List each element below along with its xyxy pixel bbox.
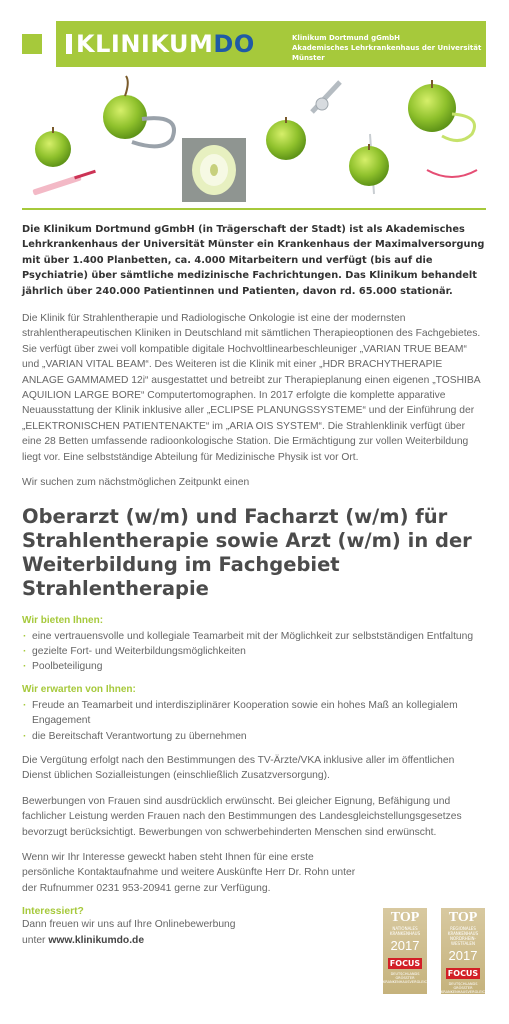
salary-paragraph: Die Vergütung erfolgt nach den Bestimmungen des TV-Ärzte/VKA inklusive aller im öffentlichen Dienst üblichen Sozialleistungen (einschließlich Zusatzversorgung). — [22, 754, 455, 782]
job-title: Oberarzt (w/m) und Facharzt (w/m) für Strahlentherapie sowie Arzt (w/m) in der Weiterbildung im Fachgebiet Strahlentherapie — [22, 504, 472, 600]
main-content — [22, 222, 486, 948]
list-item: · eine vertrauensvolle und kollegiale Teamarbeit mit der Möglichkeit zur selbstständigen Entfaltung — [22, 629, 486, 644]
intro-paragraph: Die Klinik für Strahlentherapie und Radiologische Onkologie ist eine der modernsten strahlentherapeutischen Kliniken in Deutschland mit sämtlichen Therapieoptionen des Fachgebietes. Sie verfügt über zwei voll kompatible digitale Hochvoltlinearbeschleuniger „VARIAN TRUE BEAM“ und „VARIAN VITAL BEAM“. Des Weiteren ist die Klinik mit einer „HDR BRACHYTHERAPIE ANLAGE GAMMAMED 12i“ ausgestattet und betreibt zur Therapieplanung einen eigenen „TOSHIBA AQUILION LARGE BORE“ Computertomographen. In 2017 erfolgte die komplette apparative Neuausstattung der Klinik inklusive aller „ECLIPSE PLANUNGSSYSTEME“ und der Einführung der „ELEKTRONISCHEN PATIENTENAKTE“ im „ARIA OIS SYSTEM“. Die Strahlenklinik verfügt über eine 28 Betten umfassende radioonkologische Station. Die Ermächtigung zur vollen Weiterbildung liegt vor. Eine selbstständige Abteilung für Medizinische Physik ist vor Ort. — [22, 313, 481, 463]
expect-heading: Wir erwarten von Ihnen: — [22, 683, 136, 695]
apple-icon — [35, 127, 71, 167]
apple-stethoscope-icon — [103, 76, 174, 146]
hero-apples-image — [22, 74, 486, 206]
divider — [22, 208, 486, 210]
apply-paragraph: Dann freuen wir uns auf Ihre Onlinebewerbung unter www.klinikumdo.de — [22, 919, 236, 946]
offer-list — [22, 629, 486, 675]
header-bar — [22, 21, 486, 67]
list-item: · Poolbeteiligung — [22, 659, 486, 674]
expect-list — [22, 698, 486, 744]
halved-apple-image — [182, 138, 246, 202]
logo-square — [22, 34, 42, 54]
list-item: · gezielte Fort- und Weiterbildungsmöglichkeiten — [22, 644, 486, 659]
search-line: Wir suchen zum nächstmöglichen Zeitpunkt einen — [22, 477, 250, 489]
clinic-logo: KLINIKUMDO — [66, 30, 255, 58]
award-badges — [383, 908, 493, 994]
header-org-text: Klinikum Dortmund gGmbH Akademisches Lehrkrankenhaus der Universität Münster — [292, 34, 482, 62]
focus-award-badge: TOP NATIONALES KRANKENHAUS 2017 FOCUS DEUTSCHLANDS GRÖSSTER KRANKENHAUSVERGLEICH — [383, 908, 427, 994]
list-item: · die Bereitschaft Verantwortung zu übernehmen — [22, 729, 486, 744]
apple-icon — [266, 117, 306, 160]
website-link[interactable]: www.klinikumdo.de — [48, 934, 145, 946]
equality-paragraph: Bewerbungen von Frauen sind ausdrücklich erwünscht. Bei gleicher Eignung, Befähigung und fachlicher Leistung werden Frauen nach den Bestimmungen des Landesgleichstellungsgesetzes bevorzugt berücksichtigt. Bewerbungen von schwerbehinderten Menschen sind erwünscht. — [22, 795, 462, 838]
medical-instrument-icon — [312, 82, 340, 112]
offer-heading: Wir bieten Ihnen: — [22, 614, 104, 626]
list-item: · Freude an Teamarbeit und interdisziplinärer Kooperation sowie ein hohes Maß an kollegialem Engagement — [22, 698, 486, 729]
contact-paragraph: Wenn wir Ihr Interesse geweckt haben steht Ihnen für eine erste persönliche Kontaktaufnahme und weitere Auskünfte Herr Dr. Rohn unter der Rufnummer 0231 953-20941 gerne zur Verfügung. — [22, 851, 356, 894]
syringe-icon — [32, 170, 96, 196]
focus-award-badge: TOP REGIONALES KRANKENHAUS NORDRHEIN-WESTFALEN 2017 FOCUS DEUTSCHLANDS GRÖSSTER KRANKENHAUSVERGLEICH — [441, 910, 488, 994]
interested-heading: Interessiert? — [22, 906, 84, 918]
apple-tubing-icon — [408, 80, 477, 177]
lead-paragraph: Die Klinikum Dortmund gGmbH (in Trägerschaft der Stadt) ist als Akademisches Lehrkrankenhaus der Universität Münster ein Krankenhaus der Maximalversorgung mit über 1.400 Planbetten, ca. 4.000 Mitarbeitern und verfügt (bis auf die Psychiatrie) über sämtliche medizinische Fachrichtungen. Das Klinikum behandelt jährlich über 240.000 Patientinnen und Patienten, davon rd. 65.000 stationär. — [22, 224, 485, 297]
apple-icon — [349, 144, 389, 186]
